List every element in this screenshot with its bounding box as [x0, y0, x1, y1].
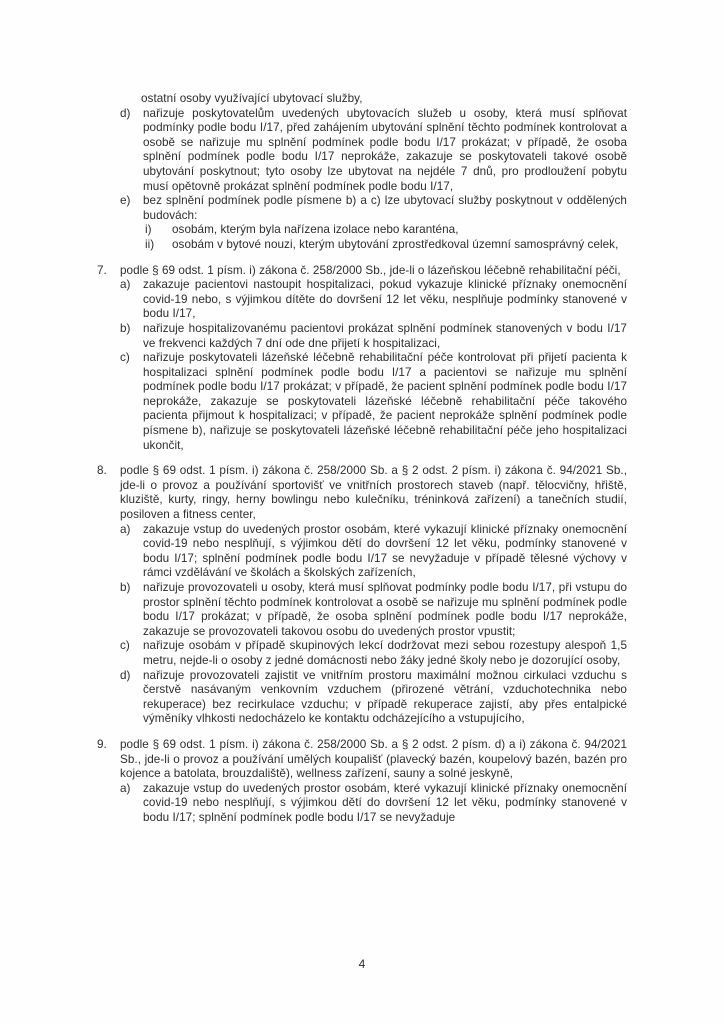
section-intro [97, 464, 627, 522]
item-text: bez splnění podmínek podle písmene b) a c) lze ubytovací služby poskytnout v oddělených budovách: [143, 194, 627, 222]
list-item-e-ii [145, 238, 627, 253]
section-intro-text: podle § 69 odst. 1 písm. i) zákona č. 258/2000 Sb., jde-li o lázeňskou léčebně rehabilitační péči, [120, 263, 621, 277]
section-number: 7. [97, 263, 107, 277]
continuation-line: ostatní osoby využívající ubytovací služby, [141, 92, 363, 105]
item-text: osobám v bytové nouzi, kterým ubytování zprostředkoval územní samosprávný celek, [172, 237, 619, 251]
item-text: nařizuje poskytovatelům uvedených ubytovacích služeb u osoby, která musí splňovat podmínky podle bodu I/17, před zahájením ubytování splnění těchto podmínek kontrolovat a osobě se nařizuje mu splnění podmínek podle bodu I/17 prokázat; v případě, že osoba splnění podmínek podle bodu I/17 neprokáže, zakazuje se poskytovateli takové osobě ubytování poskytnout; tyto osoby lze ubytovat na nejdéle 7 dnů, pro prodloužení pobytu musí opětovně prokázat splnění podmínek podle bodu I/17, [143, 106, 627, 193]
item-marker: d) [120, 106, 131, 120]
item-marker: a) [120, 278, 131, 292]
list-item-8a [120, 523, 627, 581]
list-item-e-i [145, 223, 627, 238]
item-text: nařizuje provozovateli zajistit ve vnitřním prostoru maximální možnou cirkulaci vzduchu s čerstvě nasávaným venkovním vzduchem (přirozené větrání, vzduchotechnika nebo rekuperace) bez recirkulace vzduchu; v případě rekuperace zajistí, aby přes entalpické výměníky vlhkosti nedocházelo ke kontaktu odcházejícího a vstupujícího, [143, 668, 627, 726]
page-footer [0, 955, 724, 973]
list-item-7c [120, 351, 627, 453]
item-text: zakazuje vstup do uvedených prostor osobám, které vykazují klinické příznaky onemocnění covid-19 nebo nesplňují, s výjimkou dětí do dovršení 12 let věku, podmínky stanovené v bodu I/17; splnění podmínek podle bodu I/17 se nevyžaduje [143, 781, 627, 824]
list-item-8b [120, 581, 627, 639]
list-item-e [120, 194, 627, 223]
item-marker: c) [120, 639, 130, 653]
list-item-9a [120, 782, 627, 826]
item-marker: i) [145, 223, 152, 237]
section-intro [97, 738, 627, 782]
section-number: 9. [97, 737, 107, 751]
section-intro [97, 264, 627, 279]
item-text: nařizuje osobám v případě skupinových lekcí dodržovat mezi sebou rozestupy alespoň 1,5 metru, nejde-li o osoby z jedné domácnosti nebo žáky jedné školy nebo je dozorující osoby, [143, 639, 627, 667]
document-body [97, 92, 627, 826]
section-intro-text: podle § 69 odst. 1 písm. i) zákona č. 258/2000 Sb. a § 2 odst. 2 písm. i) zákona č. 94/2021 Sb., jde-li o provoz a používání sportovišť ve vnitřních prostorech staveb (např. tělocvičny, hřiště, kluziště, kurty, ringy, herny bowlingu nebo kulečníku, tréninková zařízení) a tanečních studií, posiloven a fitness center, [120, 464, 627, 522]
item-text: nařizuje poskytovateli lázeňské léčebně rehabilitační péče kontrolovat při přijetí pacienta k hospitalizaci splnění podmínek podle bodu I/17 a pacientovi se nařizuje mu splnění podmínek podle bodu I/17 prokázat; v případě, že pacient splnění podmínek podle bodu I/17 neprokáže, zakazuje se poskytovateli lázeňské léčebně rehabilitační péče takového pacienta přijmout k hospitalizaci; v případě, že pacient neprokáže splnění podmínek podle písmene b), nařizuje se poskytovateli lázeňské léčebně rehabilitační péče jeho hospitalizaci ukončit, [143, 351, 627, 452]
item-marker: b) [120, 581, 131, 594]
section-8 [97, 464, 627, 727]
item-text: nařizuje hospitalizovanému pacientovi prokázat splnění podmínek stanovených v bodu I/17 ve frekvenci každých 7 dní ode dne přijetí k hospitalizaci, [143, 321, 627, 350]
item-text: zakazuje pacientovi nastoupit hospitalizaci, pokud vykazuje klinické příznaky onemocnění covid-19 nebo, s výjimkou dítěte do dovršení 12 let věku, nesplňuje podmínky stanovené v bodu I/17, [143, 278, 627, 321]
section-7 [97, 264, 627, 454]
section-9 [97, 738, 627, 826]
list-item-8d [120, 669, 627, 727]
item-marker: a) [120, 522, 131, 536]
list-item-7a [120, 278, 627, 322]
list-item-7b [120, 322, 627, 351]
list-item-8c [120, 639, 627, 668]
section-intro-text: podle § 69 odst. 1 písm. i) zákona č. 258/2000 Sb. a § 2 odst. 2 písm. d) a i) zákona č. 94/2021 Sb., jde-li o provoz a používání umělých koupališť (plavecký bazén, koupelový bazén, bazén pro kojence a batolata, brouzdaliště), wellness zařízení, sauny a solné jeskyně, [120, 737, 627, 781]
item-marker: d) [120, 668, 131, 682]
page-number: 4 [358, 957, 366, 971]
item-marker: e) [120, 194, 131, 208]
item-marker: c) [120, 351, 130, 365]
item-text: nařizuje provozovateli u osoby, která musí splňovat podmínky podle bodu I/17, při vstupu do prostor splnění těchto podmínek kontrolovat a osobě se nařizuje mu splnění podmínek podle bodu I/17 prokázat; v případě, že osoba splnění podmínek podle bodu I/17 neprokáže, zakazuje se provozovateli takovou osobu do uvedených prostor vpustit; [143, 581, 627, 638]
list-item-d [120, 107, 627, 195]
item-marker: a) [120, 781, 131, 795]
item-marker: b) [120, 321, 131, 335]
item-text: zakazuje vstup do uvedených prostor osobám, které vykazují klinické příznaky onemocnění covid-19 nebo nesplňují, s výjimkou dětí do dovršení 12 let věku, podmínky stanovené v bodu I/17; splnění podmínek podle bodu I/17 se nevyžaduje v případě tělesné výchovy v rámci vzdělávání ve školách a školských zařízeních, [143, 522, 627, 580]
section-number: 8. [97, 464, 107, 478]
item-text: osobám, kterým byla nařízena izolace nebo karanténa, [172, 223, 459, 237]
item-marker: ii) [145, 237, 155, 251]
